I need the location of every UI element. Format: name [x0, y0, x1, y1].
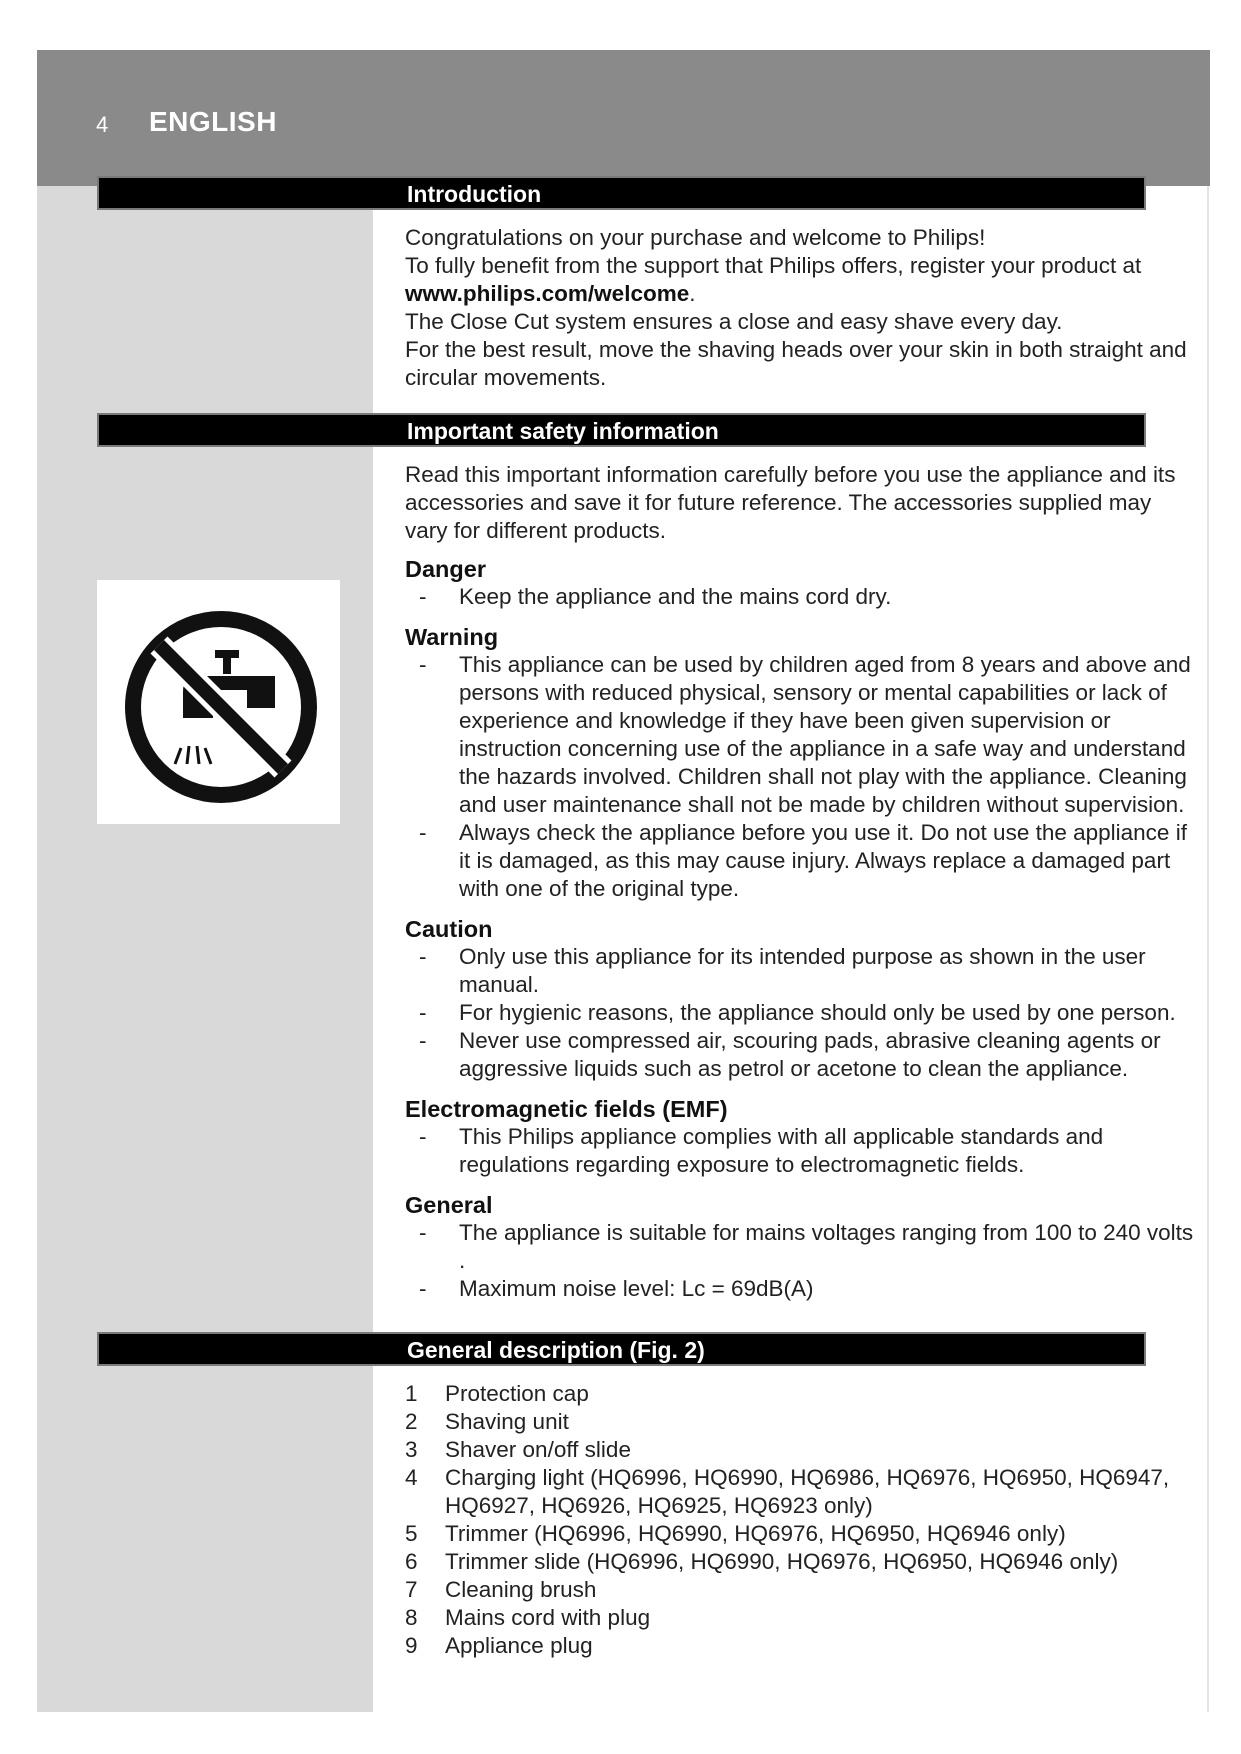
intro-line-1: Congratulations on your purchase and welcome to Philips! — [405, 225, 986, 250]
danger-list — [405, 583, 1195, 611]
list-item: - This appliance can be used by children aged from 8 years and above and persons with reduced physical, sensory or mental capabilities or lack of experience and knowledge if they have been given supervision or instruction concerning use of the appliance in a safe way and understand the hazards involved. Children shall not play with the appliance. Cleaning and user maintenance shall not be made by children without supervision. — [419, 652, 1191, 817]
safety-content — [405, 461, 1195, 1309]
list-item: 2 Shaving unit — [405, 1409, 569, 1434]
danger-heading: Danger — [405, 556, 486, 582]
intro-line-2 — [405, 252, 1195, 308]
list-item: 1 Protection cap — [405, 1381, 589, 1406]
warning-heading: Warning — [405, 624, 499, 650]
introduction-content — [405, 224, 1195, 392]
parts-list — [405, 1380, 1195, 1660]
section-bar-description — [97, 1332, 1146, 1366]
no-water-faucet-icon — [97, 580, 340, 824]
page-number: 4 — [96, 112, 109, 137]
general-heading: General — [405, 1192, 493, 1218]
list-item: - Always check the appliance before you use it. Do not use the appliance if it is damaged, as this may cause injury. Always replace a damaged part with one of the original type. — [419, 820, 1187, 901]
list-item: 6 Trimmer slide (HQ6996, HQ6990, HQ6976, HQ6950, HQ6946 only) — [405, 1549, 1119, 1574]
list-item: 5 Trimmer (HQ6996, HQ6990, HQ6976, HQ6950, HQ6946 only) — [405, 1521, 1066, 1546]
list-item: 4 Charging light (HQ6996, HQ6990, HQ6986, HQ6976, HQ6950, HQ6947, HQ6927, HQ6926, HQ6925, HQ6923 only) — [405, 1465, 1170, 1518]
list-item: - Maximum noise level: Lc = 69dB(A) — [419, 1276, 814, 1301]
emf-list — [405, 1123, 1195, 1179]
list-item: - Keep the appliance and the mains cord dry. — [419, 584, 892, 609]
philips-welcome-url[interactable]: www.philips.com/welcome — [405, 281, 690, 306]
description-content — [405, 1380, 1195, 1660]
list-item: - For hygienic reasons, the appliance should only be used by one person. — [419, 1000, 1176, 1025]
intro-line-2-end: . — [689, 281, 696, 306]
section-bar-introduction — [97, 176, 1146, 210]
section-title-safety: Important safety information — [407, 418, 719, 444]
emf-heading: Electromagnetic fields (EMF) — [405, 1096, 728, 1122]
list-item: 7 Cleaning brush — [405, 1577, 597, 1602]
list-item: - Only use this appliance for its intended purpose as shown in the user manual. — [419, 944, 1146, 997]
list-item: - The appliance is suitable for mains voltages ranging from 100 to 240 volts . — [419, 1220, 1194, 1273]
no-water-icon-box — [97, 580, 340, 824]
list-item: - Never use compressed air, scouring pads, abrasive cleaning agents or aggressive liquids such as petrol or acetone to clean the appliance. — [419, 1028, 1161, 1081]
icon-pointer — [310, 588, 340, 612]
right-edge-line — [1207, 186, 1209, 1712]
warning-list — [405, 651, 1195, 903]
list-item: 8 Mains cord with plug — [405, 1605, 651, 1630]
caution-heading: Caution — [405, 916, 493, 942]
intro-line-2-text: To fully benefit from the support that Philips offers, register your product at — [405, 253, 1142, 278]
general-list — [405, 1219, 1195, 1303]
caution-list — [405, 943, 1195, 1083]
section-title-description: General description (Fig. 2) — [407, 1337, 705, 1363]
list-item: 9 Appliance plug — [405, 1633, 593, 1658]
section-bar-safety — [97, 413, 1146, 447]
language-title: ENGLISH — [149, 106, 277, 137]
intro-line-4: For the best result, move the shaving heads over your skin in both straight and circular movements. — [405, 337, 1187, 390]
intro-line-3: The Close Cut system ensures a close and easy shave every day. — [405, 309, 1063, 334]
list-item: 3 Shaver on/off slide — [405, 1437, 631, 1462]
section-title-introduction: Introduction — [407, 181, 542, 207]
safety-intro: Read this important information carefully before you use the appliance and its accessories and save it for future reference. The accessories supplied may vary for different products. — [405, 462, 1176, 543]
list-item: - This Philips appliance complies with all applicable standards and regulations regarding exposure to electromagnetic fields. — [419, 1124, 1104, 1177]
